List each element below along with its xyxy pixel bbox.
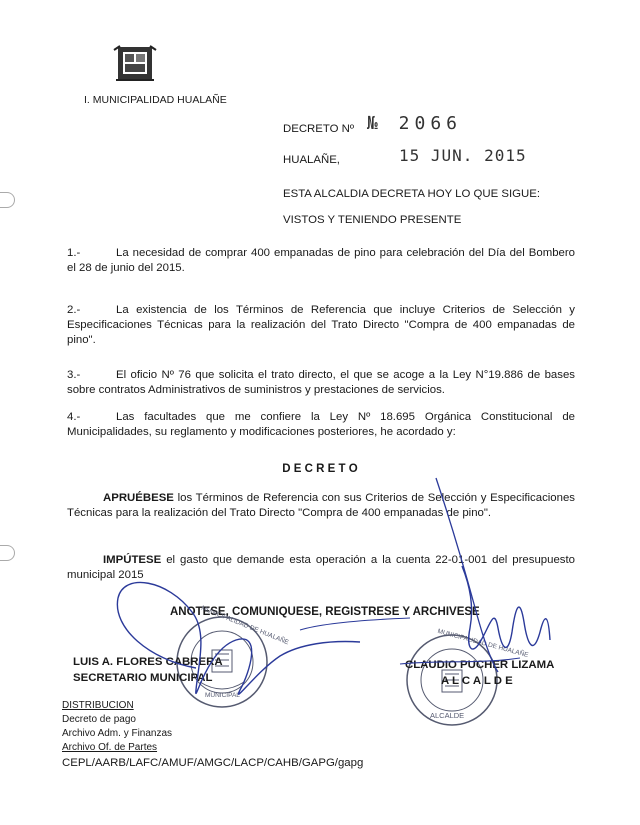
imputese-keyword: IMPÚTESE bbox=[103, 554, 162, 566]
decree-number-label: DECRETO Nº bbox=[283, 123, 355, 135]
item-number: 1.- bbox=[67, 247, 81, 259]
distribution-line: Archivo Adm. y Finanzas bbox=[62, 728, 173, 739]
distribution-title: DISTRIBUCION bbox=[62, 700, 134, 711]
item-number: 4.- bbox=[67, 411, 81, 423]
item-text: La necesidad de comprar 400 empanadas de pino para celebración del Día del Bombero el 28 de junio del 2015. bbox=[67, 247, 575, 274]
decree-number-stamp: № 2066 bbox=[367, 113, 463, 134]
secretary-signature bbox=[117, 582, 360, 694]
distribution-initials: CEPL/AARB/LAFC/AMUF/AMGC/LACP/CAHB/GAPG/gapg bbox=[62, 757, 364, 769]
distribution-line: Decreto de pago bbox=[62, 714, 136, 725]
seal-left-text: MUNICIPALIDAD DE HUALAÑE bbox=[200, 604, 290, 647]
apruebese-text: los Términos de Referencia con sus Criterios de Selección y Especificaciones Técnicas para la realización del Trato Directo "Compra de 400 empanadas de pino". bbox=[67, 492, 575, 519]
secretary-signature-stroke bbox=[300, 618, 410, 630]
secretary-name: LUIS A. FLORES CABRERA bbox=[73, 656, 223, 668]
mayor-name: CLAUDIO PUCHER LIZAMA bbox=[405, 659, 555, 671]
seal-right-bottom: ALCALDE bbox=[430, 711, 465, 720]
mayor-signature bbox=[436, 478, 498, 672]
item-text: La existencia de los Términos de Referencia que incluye Criterios de Selección y Especificaciones Técnicas para la realización del Trato Directo "Compra de 400 empanadas de pino". bbox=[67, 304, 575, 346]
place-label: HUALAÑE, bbox=[283, 154, 340, 166]
item-number: 2.- bbox=[67, 304, 81, 316]
mayor-title: A L C A L D E bbox=[441, 675, 513, 687]
decree-intro: ESTA ALCALDIA DECRETA HOY LO QUE SIGUE: bbox=[283, 188, 541, 200]
item-text: Las facultades que me confiere la Ley Nº 18.695 Orgánica Constitucional de Municipalidades, su reglamento y modificaciones posteriores, he acordado y: bbox=[67, 411, 575, 438]
mayor-signature-underline bbox=[400, 658, 520, 664]
distribution-line: Archivo Of. de Partes bbox=[62, 742, 158, 753]
closing-formula: ANOTESE, COMUNIQUESE, REGISTRESE Y ARCHIVESE bbox=[170, 606, 480, 618]
municipality-name: I. MUNICIPALIDAD HUALAÑE bbox=[84, 94, 227, 106]
imputese-text: el gasto que demande esta operación a la cuenta 22-01-001 del presupuesto municipal 2015 bbox=[67, 554, 575, 581]
secretary-title: SECRETARIO MUNICIPAL bbox=[73, 672, 213, 684]
seal-right-text: MUNICIPALIDAD DE HUALAÑE bbox=[436, 627, 530, 660]
item-number: 3.- bbox=[67, 369, 81, 381]
vistos-heading: VISTOS Y TENIENDO PRESENTE bbox=[283, 214, 462, 226]
decreto-heading: D E C R E T O bbox=[282, 463, 358, 475]
apruebese-keyword: APRUÉBESE bbox=[103, 492, 174, 504]
date-stamp: 15 JUN. 2015 bbox=[399, 146, 527, 165]
seal-left-bottom: MUNICIPAL bbox=[205, 692, 240, 699]
item-text: El oficio Nº 76 que solicita el trato directo, el que se acoge a la Ley N°19.886 de bases sobre contratos Administrativos de suministros y prestaciones de servicios. bbox=[67, 369, 575, 396]
